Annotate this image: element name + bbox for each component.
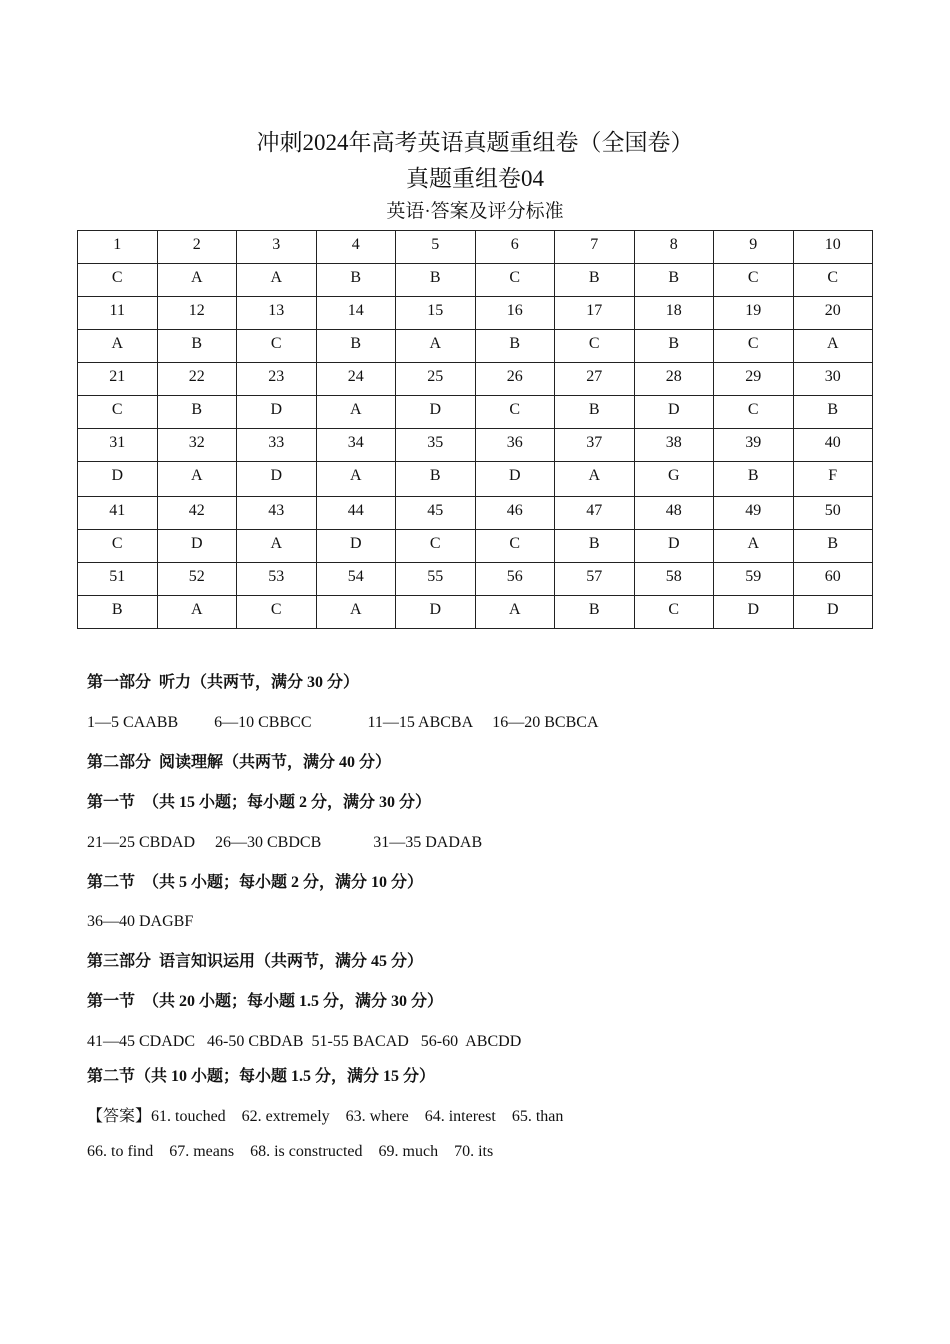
question-number-cell: 43 bbox=[237, 497, 317, 530]
question-number-cell: 56 bbox=[475, 563, 555, 596]
question-number-cell: 53 bbox=[237, 563, 317, 596]
question-number-row bbox=[78, 297, 873, 330]
question-number-cell: 45 bbox=[396, 497, 476, 530]
question-number-cell: 48 bbox=[634, 497, 714, 530]
question-number-cell: 17 bbox=[555, 297, 635, 330]
answer-cell: A bbox=[237, 530, 317, 563]
answer-table bbox=[77, 230, 873, 629]
answer-cell: D bbox=[634, 530, 714, 563]
question-number-cell: 44 bbox=[316, 497, 396, 530]
question-number-cell: 26 bbox=[475, 363, 555, 396]
answer-cell: C bbox=[475, 264, 555, 297]
answer-cell: B bbox=[157, 396, 237, 429]
answer-items-66-70: 66. to find 67. means 68. is constructed 69. much 70. its bbox=[87, 1143, 494, 1160]
answer-cell: C bbox=[714, 396, 794, 429]
question-number-cell: 19 bbox=[714, 297, 794, 330]
part2-section1-heading: 第一节 （共 15 小题；每小题 2 分，满分 30 分） bbox=[87, 794, 432, 811]
question-number-cell: 24 bbox=[316, 363, 396, 396]
question-number-cell: 11 bbox=[78, 297, 158, 330]
answer-cell: A bbox=[475, 596, 555, 629]
page-title: 冲刺2024年高考英语真题重组卷（全国卷） bbox=[256, 130, 694, 155]
answer-items-61-65: 61. touched 62. extremely 63. where 64. interest 65. than bbox=[151, 1108, 564, 1125]
part2-heading: 第二部分 阅读理解（共两节，满分 40 分） bbox=[87, 754, 392, 771]
answer-cell: B bbox=[475, 330, 555, 363]
question-number-cell: 60 bbox=[793, 563, 873, 596]
question-number-cell: 23 bbox=[237, 363, 317, 396]
answer-row bbox=[78, 264, 873, 297]
answer-cell: C bbox=[555, 330, 635, 363]
answer-cell: F bbox=[793, 462, 873, 497]
question-number-cell: 21 bbox=[78, 363, 158, 396]
question-number-cell: 55 bbox=[396, 563, 476, 596]
question-number-cell: 10 bbox=[793, 231, 873, 264]
answer-cell: C bbox=[396, 530, 476, 563]
question-number-row bbox=[78, 429, 873, 462]
answer-cell: B bbox=[157, 330, 237, 363]
answer-cell: A bbox=[316, 596, 396, 629]
answer-cell: B bbox=[634, 264, 714, 297]
question-number-cell: 6 bbox=[475, 231, 555, 264]
part3-heading: 第三部分 语言知识运用（共两节，满分 45 分） bbox=[87, 953, 424, 970]
question-number-row bbox=[78, 231, 873, 264]
question-number-cell: 4 bbox=[316, 231, 396, 264]
answer-cell: B bbox=[714, 462, 794, 497]
paper-subtitle: 真题重组卷04 bbox=[406, 166, 544, 191]
question-number-cell: 29 bbox=[714, 363, 794, 396]
question-number-cell: 31 bbox=[78, 429, 158, 462]
answer-row bbox=[78, 530, 873, 563]
question-number-cell: 12 bbox=[157, 297, 237, 330]
question-number-cell: 46 bbox=[475, 497, 555, 530]
answer-cell: D bbox=[634, 396, 714, 429]
question-number-cell: 41 bbox=[78, 497, 158, 530]
question-number-cell: 52 bbox=[157, 563, 237, 596]
answer-cell: A bbox=[157, 596, 237, 629]
question-number-cell: 42 bbox=[157, 497, 237, 530]
question-number-cell: 50 bbox=[793, 497, 873, 530]
answer-cell: B bbox=[793, 530, 873, 563]
question-number-cell: 9 bbox=[714, 231, 794, 264]
question-number-row bbox=[78, 363, 873, 396]
part3-section2-heading: 第二节（共 10 小题；每小题 1.5 分，满分 15 分） bbox=[87, 1068, 436, 1085]
part3-section1-heading: 第一节 （共 20 小题；每小题 1.5 分，满分 30 分） bbox=[87, 993, 444, 1010]
question-number-cell: 16 bbox=[475, 297, 555, 330]
answer-cell: C bbox=[714, 264, 794, 297]
answer-cell: B bbox=[316, 264, 396, 297]
question-number-cell: 28 bbox=[634, 363, 714, 396]
answer-cell: C bbox=[78, 264, 158, 297]
answer-cell: B bbox=[316, 330, 396, 363]
answer-cell: C bbox=[634, 596, 714, 629]
answer-cell: B bbox=[634, 330, 714, 363]
answer-cell: C bbox=[78, 396, 158, 429]
question-number-cell: 34 bbox=[316, 429, 396, 462]
answer-cell: B bbox=[396, 264, 476, 297]
part2-section2-heading: 第二节 （共 5 小题；每小题 2 分，满分 10 分） bbox=[87, 874, 424, 891]
answer-cell: A bbox=[237, 264, 317, 297]
answer-cell: B bbox=[78, 596, 158, 629]
answer-cell: B bbox=[793, 396, 873, 429]
answer-key-caption: 英语·答案及评分标准 bbox=[386, 201, 564, 222]
answer-cell: A bbox=[316, 396, 396, 429]
answer-cell: A bbox=[316, 462, 396, 497]
question-number-cell: 2 bbox=[157, 231, 237, 264]
part1-answers: 1—5 CAABB 6—10 CBBCC 11—15 ABCBA 16—20 BCBCA bbox=[87, 714, 599, 731]
answer-cell: A bbox=[78, 330, 158, 363]
question-number-cell: 36 bbox=[475, 429, 555, 462]
question-number-cell: 13 bbox=[237, 297, 317, 330]
answer-cell: A bbox=[157, 264, 237, 297]
question-number-cell: 14 bbox=[316, 297, 396, 330]
question-number-cell: 3 bbox=[237, 231, 317, 264]
question-number-cell: 25 bbox=[396, 363, 476, 396]
answer-cell: C bbox=[78, 530, 158, 563]
answer-cell: B bbox=[555, 596, 635, 629]
question-number-cell: 7 bbox=[555, 231, 635, 264]
question-number-cell: 37 bbox=[555, 429, 635, 462]
answer-cell: D bbox=[714, 596, 794, 629]
part2-section1-answers: 21—25 CBDAD 26—30 CBDCB 31—35 DADAB bbox=[87, 834, 483, 851]
question-number-cell: 27 bbox=[555, 363, 635, 396]
answer-cell: B bbox=[555, 530, 635, 563]
answer-label: 【答案】 bbox=[87, 1108, 152, 1125]
answer-cell: D bbox=[157, 530, 237, 563]
answer-cell: C bbox=[793, 264, 873, 297]
answer-cell: D bbox=[237, 396, 317, 429]
part3-section1-answers: 41—45 CDADC 46-50 CBDAB 51-55 BACAD 56-60 ABCDD bbox=[87, 1033, 522, 1050]
answer-cell: D bbox=[396, 596, 476, 629]
question-number-cell: 35 bbox=[396, 429, 476, 462]
answer-cell: B bbox=[555, 264, 635, 297]
answer-cell: C bbox=[237, 330, 317, 363]
question-number-cell: 54 bbox=[316, 563, 396, 596]
answer-line-1 bbox=[87, 1107, 563, 1127]
answer-row bbox=[78, 330, 873, 363]
answer-row bbox=[78, 596, 873, 629]
answer-cell: C bbox=[475, 396, 555, 429]
question-number-cell: 5 bbox=[396, 231, 476, 264]
question-number-cell: 18 bbox=[634, 297, 714, 330]
answer-row bbox=[78, 462, 873, 497]
question-number-cell: 33 bbox=[237, 429, 317, 462]
question-number-row bbox=[78, 497, 873, 530]
question-number-cell: 15 bbox=[396, 297, 476, 330]
question-number-cell: 1 bbox=[78, 231, 158, 264]
question-number-cell: 30 bbox=[793, 363, 873, 396]
answer-cell: A bbox=[157, 462, 237, 497]
question-number-cell: 58 bbox=[634, 563, 714, 596]
answer-cell: C bbox=[237, 596, 317, 629]
question-number-cell: 51 bbox=[78, 563, 158, 596]
part2-section2-answers: 36—40 DAGBF bbox=[87, 913, 194, 930]
answer-row bbox=[78, 396, 873, 429]
question-number-cell: 8 bbox=[634, 231, 714, 264]
question-number-cell: 39 bbox=[714, 429, 794, 462]
answer-cell: D bbox=[78, 462, 158, 497]
question-number-cell: 20 bbox=[793, 297, 873, 330]
question-number-cell: 47 bbox=[555, 497, 635, 530]
question-number-cell: 59 bbox=[714, 563, 794, 596]
answer-cell: G bbox=[634, 462, 714, 497]
answer-cell: D bbox=[396, 396, 476, 429]
answer-cell: C bbox=[475, 530, 555, 563]
answer-cell: C bbox=[714, 330, 794, 363]
answer-cell: B bbox=[396, 462, 476, 497]
question-number-cell: 40 bbox=[793, 429, 873, 462]
question-number-row bbox=[78, 563, 873, 596]
answer-cell: D bbox=[316, 530, 396, 563]
question-number-cell: 57 bbox=[555, 563, 635, 596]
answer-cell: A bbox=[714, 530, 794, 563]
answer-cell: A bbox=[793, 330, 873, 363]
question-number-cell: 38 bbox=[634, 429, 714, 462]
answer-cell: D bbox=[475, 462, 555, 497]
question-number-cell: 22 bbox=[157, 363, 237, 396]
answer-cell: B bbox=[555, 396, 635, 429]
part1-heading: 第一部分 听力（共两节，满分 30 分） bbox=[87, 674, 360, 691]
answer-cell: A bbox=[396, 330, 476, 363]
question-number-cell: 49 bbox=[714, 497, 794, 530]
answer-cell: D bbox=[793, 596, 873, 629]
answer-cell: D bbox=[237, 462, 317, 497]
question-number-cell: 32 bbox=[157, 429, 237, 462]
answer-cell: A bbox=[555, 462, 635, 497]
